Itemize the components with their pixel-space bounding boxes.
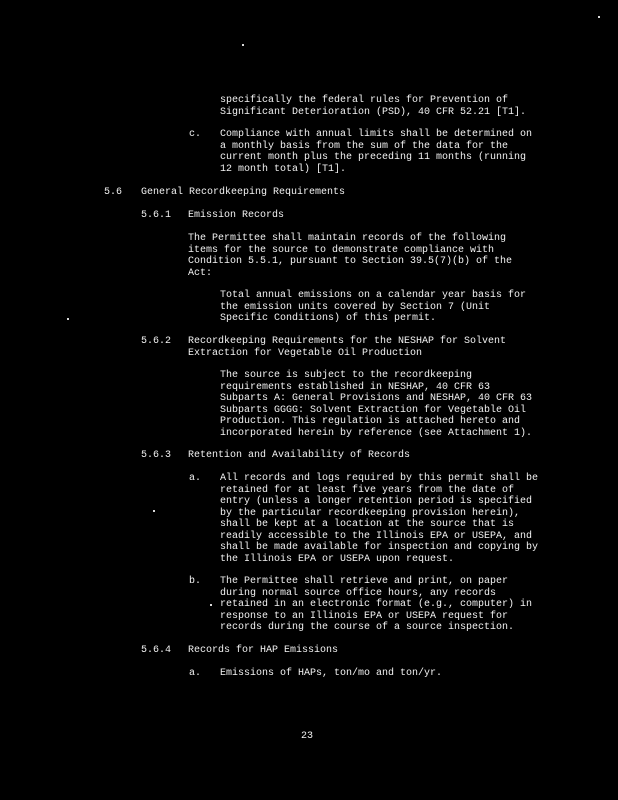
text-line: by the particular recordkeeping provision herein), [220, 507, 521, 519]
section-title: General Recordkeeping Requirements [141, 187, 346, 198]
text-line: items for the source to demonstrate compliance with [188, 244, 495, 256]
text-line: Subparts GGGG: Solvent Extraction for Vegetable Oil [220, 404, 527, 416]
text-line: The Permittee shall maintain records of the following [188, 233, 507, 244]
scan-speck [242, 44, 244, 46]
text-line: Production. This regulation is attached hereto and [220, 416, 521, 427]
item-a-label: a. [189, 668, 202, 679]
scan-speck [153, 510, 155, 512]
subsection-number: 5.6.2 [141, 336, 172, 347]
text-line: retained in an electronic format (e.g., computer) in [220, 599, 533, 610]
text-line: response to an Illinois EPA or USEPA request for [220, 610, 509, 622]
subsection-number: 5.6.1 [141, 210, 172, 221]
text-line: Specific Conditions) of this permit. [220, 313, 437, 324]
intro-paragraph [220, 95, 526, 118]
text-line: current month plus the preceding 11 months (running [220, 152, 527, 163]
text-line: requirements established in NESHAP, 40 CFR 63 [220, 381, 491, 393]
text-line: shall be kept at a location at the source that is [220, 519, 515, 530]
section-number: 5.6 [104, 187, 123, 198]
subsection-title [188, 336, 506, 359]
item-c-label: c. [189, 129, 202, 140]
emission-records-item [220, 290, 526, 325]
hap-emissions-item: Emissions of HAPs, ton/mo and ton/yr. [220, 668, 443, 679]
subsection-number: 5.6.4 [141, 645, 172, 656]
scan-speck [67, 318, 69, 320]
text-line: Act: [188, 267, 213, 279]
text-line: The source is subject to the recordkeeping [220, 370, 473, 381]
text-line: the emission units covered by Section 7 (Unit [220, 301, 491, 313]
text-line: entry (unless a longer retention period is specified [220, 496, 533, 507]
text-line: retained for at least five years from the date of [220, 484, 515, 496]
text-line: Recordkeeping Requirements for the NESHAP for Solvent [188, 336, 507, 347]
item-a-label: a. [189, 473, 202, 484]
item-b-label: b. [189, 576, 202, 587]
text-line: Subparts A: General Provisions and NESHAP, 40 CFR 63 [220, 393, 533, 404]
text-line: Total annual emissions on a calendar year basis for [220, 290, 527, 301]
text-line: incorporated herein by reference (see Attachment 1). [220, 427, 533, 439]
text-line: during normal source office hours, any records [220, 587, 497, 599]
text-line: shall be made available for inspection and copying by [220, 542, 539, 553]
text-line: specifically the federal rules for Prevention of [220, 95, 509, 106]
page-number: 23 [301, 731, 314, 742]
text-line: records during the course of a source inspection. [220, 622, 515, 633]
item-c-text [220, 129, 532, 175]
subsection-title: Records for HAP Emissions [188, 645, 339, 656]
text-line: Significant Deterioration (PSD), 40 CFR 52.21 [T1]. [220, 106, 527, 118]
text-line: The Permittee shall retrieve and print, on paper [220, 576, 509, 587]
emission-records-paragraph [188, 233, 512, 279]
text-line: a monthly basis from the sum of the data for the [220, 140, 509, 152]
subsection-title: Emission Records [188, 210, 285, 221]
scan-speck [598, 16, 600, 18]
retention-item-a [220, 473, 538, 565]
text-line: All records and logs required by this permit shall be [220, 473, 539, 484]
subsection-title: Retention and Availability of Records [188, 450, 411, 461]
text-line: readily accessible to the Illinois EPA or USEPA, and [220, 530, 533, 542]
text-line: Extraction for Vegetable Oil Production [188, 347, 423, 359]
retention-item-b [220, 576, 532, 634]
subsection-number: 5.6.3 [141, 450, 172, 461]
text-line: Compliance with annual limits shall be determined on [220, 129, 533, 140]
neshap-paragraph [220, 370, 532, 439]
text-line: 12 month total) [T1]. [220, 163, 347, 175]
text-line: the Illinois EPA or USEPA upon request. [220, 553, 455, 565]
text-line: Condition 5.5.1, pursuant to Section 39.5(7)(b) of the [188, 256, 513, 267]
scan-speck [210, 604, 212, 606]
